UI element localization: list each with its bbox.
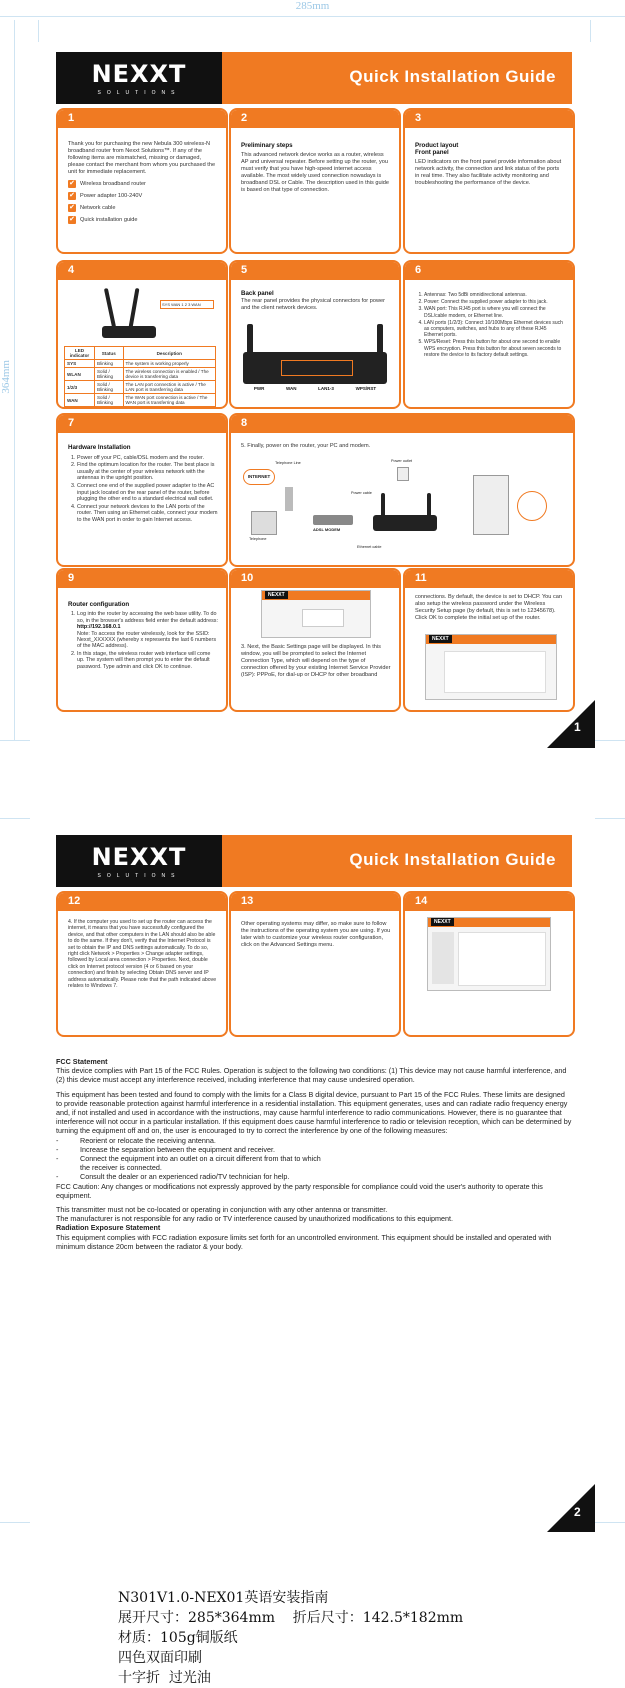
width-dimension-label: 285mm [295, 0, 330, 12]
panel-text: Other operating systems may differ, so make sure to follow the instructions of the operating system you are using. If you later wish to customize your wireless router configuration, click on the Advanced Settings menu. [241, 921, 391, 948]
table-row [65, 381, 216, 394]
table-cell: The wireless connection is enabled / The device is transferring data [123, 368, 215, 381]
internet-cloud-icon: INTERNET [243, 469, 275, 485]
table-cell: The system is working properly [123, 360, 215, 368]
panel-number: 1 [68, 112, 75, 124]
panel-4 [56, 260, 228, 409]
package-item [68, 180, 218, 188]
login-screenshot [261, 590, 371, 638]
list-item: 4. LAN ports (1/2/3): Connect 10/100Mbps Ethernet devices such as computers, switches, and hubs to any of these RJ45 Ethernet ports. [424, 320, 565, 339]
checkmark-icon: ✔ [69, 204, 75, 211]
crop-mark [0, 740, 30, 741]
settings-menu [432, 932, 454, 984]
settings-form [444, 651, 546, 693]
spec-line: 展开尺寸：285*364mm 折后尺寸：142.5*182mm [118, 1610, 464, 1626]
panel-number: 6 [415, 264, 422, 276]
port-label: WPS/RST [355, 386, 377, 391]
step-text: Log into the router by accessing the web base utility. To do so, in the browser's address field enter the default address: [77, 611, 218, 624]
panel-8 [229, 413, 575, 567]
list-item: 1. Power off your PC, cable/DSL modem and the router. [77, 455, 218, 462]
panel-11 [403, 568, 575, 712]
panel-text: The rear panel provides the physical connectors for power and the client network devices. [241, 298, 385, 311]
fcc-bullet: - Increase the separation between the equipment and receiver. [56, 1144, 275, 1154]
panel-number: 13 [241, 895, 254, 907]
spec-line: 十字折 过光油 [118, 1670, 211, 1686]
screenshot-logo: NEXXT [431, 918, 454, 926]
panel-number: 5 [241, 264, 248, 276]
nexxt-logo [56, 52, 222, 104]
panel-12 [56, 891, 228, 1037]
panel-number: 4 [68, 264, 75, 276]
panel-13 [229, 891, 401, 1037]
antenna-icon [104, 288, 116, 328]
table-cell: Blinking [94, 360, 123, 368]
table-cell: The LAN port connection is active / The LAN port is transferring data [123, 381, 215, 394]
panel-number: 11 [415, 572, 427, 584]
port-callout [281, 360, 353, 376]
diagram-label: Power cable [351, 491, 372, 495]
checkmark-icon: ✔ [69, 180, 75, 187]
port-label: LAN1-3 [318, 386, 334, 391]
panel-number: 2 [241, 112, 248, 124]
table-cell: Solid / Blinking [94, 368, 123, 381]
fcc-title: FCC Statement [56, 1057, 108, 1066]
panel-text: This advanced network device works as a router, wireless AP and universal repeater. Before setting up the router, you must verify that you have high-speed internet access available. The most widely used connection nowadays is broadband DSL or Cable. The description used in this guide is based on that type of connection. [241, 152, 390, 193]
crop-mark [590, 20, 591, 42]
panel-title: Product layout [415, 142, 459, 149]
panel-tab [231, 262, 399, 280]
fcc-bullet-text: Consult the dealer or an experienced radio/TV technician for help. [80, 1172, 290, 1182]
header-title: Quick Installation Guide [349, 850, 556, 869]
crop-mark [595, 1522, 625, 1523]
fcc-bullet-text: Reorient or relocate the receiving antenna. [80, 1135, 216, 1145]
table-cell: Solid / Blinking [94, 394, 123, 407]
panel-tab [405, 893, 573, 911]
panel-6 [403, 260, 575, 409]
fcc-bullet-text: Connect the equipment into an outlet on a circuit different from that to which the receiver is connected. [80, 1154, 321, 1173]
list-item: 2. Power: Connect the supplied power adapter to this jack. [424, 299, 565, 305]
panel-title: Hardware Installation [68, 444, 131, 451]
diagram-label: Telephone Line [275, 461, 301, 465]
panel-tab [405, 110, 573, 128]
fcc-paragraph: FCC Caution: Any changes or modifications not expressly approved by the party responsible for compliance could void the user's authority to operate this equipment. [56, 1181, 543, 1200]
package-item [68, 216, 218, 224]
panel-text: Thank you for purchasing the new Nebula 300 wireless-N broadband router from Nexxt Solutions™. If any of the following items are mismatched, missing or damaged, please contact the merchant from whom you purchased the unit for immediate replacement. [68, 141, 216, 175]
panel-tab [58, 262, 226, 280]
login-dialog [302, 609, 344, 627]
panel-text: connections. By default, the device is set to DHCP. You can also setup the wireless password under the Wireless Security Setup page (by default, this is set to 12345678). Click OK to complete the initial set up of the router. [415, 594, 562, 621]
panel-title: Router configuration [68, 601, 130, 608]
fcc-section [56, 1057, 572, 1251]
router-back-illustration [243, 324, 387, 394]
screenshot-logo: NEXXT [429, 635, 452, 643]
package-item-label: Wireless broadband router [80, 180, 146, 187]
router-front-illustration [102, 284, 201, 342]
panel-title: Preliminary steps [241, 142, 293, 149]
fcc-bullet: - Connect the equipment into an outlet on a circuit different from that to which the receiver is connected. [56, 1154, 572, 1172]
table-row [65, 368, 216, 381]
panel-7 [56, 413, 228, 567]
list-item [77, 611, 218, 649]
panel-2 [229, 108, 401, 254]
crop-mark [38, 20, 39, 42]
port-labels [243, 386, 387, 391]
led-callout: SYS WAN 1 2 3 WAN [160, 300, 214, 309]
spec-line: 材质：105g铜版纸 [118, 1630, 238, 1646]
screenshot-logo: NEXXT [265, 591, 288, 599]
panel-title: Back panel [241, 290, 274, 297]
table-header: Description [123, 347, 215, 360]
page-number: 1 [574, 720, 581, 734]
crop-mark [0, 1522, 30, 1523]
page2-header [56, 835, 572, 887]
panel-text: 4. If the computer you used to set up the router can access the internet, it means that you have successfully configured the device, and that other computers in the LAN should also be able to do the same. If they don't, verify that the Internet Protocol is set to obtain the IP and DNS settings automatically. To do so, right click Network > Properties > Change adapter settings, followed by Local area connection > Properties. Next, double click on Internet protocol version (4 or 6 based on your connection) and finish by selecting Obtain DNS server and IP address automatically. Please note that the path indicated above relates to Windows 7. [68, 919, 217, 990]
panel-tab [231, 570, 399, 588]
fcc-paragraph: This equipment has been tested and found to comply with the limits for a Class B digital device, pursuant to Part 15 of the FCC Rules. These limits are designed to provide reasonable protection against harmful interference in a residential installation. This equipment generates, uses and can radiate radio frequency energy and, if not installed and used in accordance with the instructions, may cause harmful interference to radio communications. However, there is no guarantee that interference will not occur in a particular installation. If this equipment does cause harmful interference to radio or television reception, which can be determined by turning the equipment off and on, the user is encouraged to try to correct the interference by one of the following measures: [56, 1089, 572, 1136]
list-item: 3. WAN port: This RJ45 port is where you will connect the DSL/cable modem, or Ethernet line. [424, 306, 565, 318]
panel-text: LED indicators on the front panel provide information about network activity, the connection and link status of the ports in real time. They also facilitate activity monitoring and troubleshooting the performance of the device. [415, 159, 562, 186]
diagram-label: ADSL MODEM [313, 527, 341, 532]
package-item-label: Quick installation guide [80, 216, 138, 223]
panel-14 [403, 891, 575, 1037]
panel-tab [405, 262, 573, 280]
list-item: 2. In this stage, the wireless router web interface will come up. The system will then prompt you to enter the default password. Type admin and click OK to continue. [77, 651, 218, 670]
table-cell: 1/2/3 [65, 381, 95, 394]
fcc-bullet: - Reorient or relocate the receiving antenna. [56, 1135, 216, 1145]
spec-line: 四色双面印刷 [118, 1650, 202, 1666]
package-item-label: Power adapter 100-240V [80, 192, 143, 199]
panel-number: 8 [241, 417, 248, 429]
table-header: Status [94, 347, 123, 360]
crop-mark [595, 818, 625, 819]
package-item [68, 192, 218, 200]
list-item: 5. WPS/Reset: Press this button for about one second to enable WPS encryption. Press this button for about seven seconds to restore the device to its factory default settings. [424, 339, 565, 358]
modem-icon [313, 515, 353, 525]
table-cell: WAN [65, 394, 95, 407]
spec-line: N301V1.0-NEX01英语安装指南 [118, 1590, 329, 1606]
diagram-label: Telephone [249, 537, 267, 541]
page-corner [547, 700, 595, 748]
panel-number: 10 [241, 572, 254, 584]
panel-number: 7 [68, 417, 75, 429]
panel-9 [56, 568, 228, 712]
page1-header [56, 52, 572, 104]
table-cell: SYS [65, 360, 95, 368]
panel-1 [56, 108, 228, 254]
checkmark-icon: ✔ [69, 216, 75, 223]
fcc-bullet: - Consult the dealer or an experienced radio/TV technician for help. [56, 1172, 290, 1182]
crop-mark [0, 818, 30, 819]
panel-number: 3 [415, 112, 422, 124]
crop-mark [595, 740, 625, 741]
diagram-label: Power outlet [391, 459, 413, 463]
panel-tab [58, 110, 226, 128]
router-icon [373, 515, 437, 531]
panel-tab [231, 415, 573, 433]
list-item: 1. Antennas: Two 5dBi omnidirectional antennas. [424, 292, 565, 298]
panel-number: 12 [68, 895, 81, 907]
advanced-settings-screenshot [427, 917, 551, 991]
height-dimension-line [14, 20, 15, 740]
connection-diagram [241, 457, 563, 559]
default-address: http://192.168.0.1 [77, 624, 121, 631]
panel-3 [403, 108, 575, 254]
fcc-paragraph: The manufacturer is not responsible for any radio or TV interference caused by unauthorized modifications to this equipment. [56, 1214, 453, 1224]
settings-content [458, 932, 546, 986]
panel-subtitle: Front panel [415, 149, 449, 156]
print-spec-notes [118, 1588, 463, 1688]
table-row [65, 394, 216, 407]
table-cell: The WAN port connection is active / The WAN port is transferring data [123, 394, 215, 407]
basic-settings-screenshot [425, 634, 557, 700]
width-dimension-line [0, 16, 625, 17]
router-icon [102, 326, 156, 338]
panel-10 [229, 568, 401, 712]
fcc-bullet-text: Increase the separation between the equipment and receiver. [80, 1144, 275, 1154]
note-text: Note: To access the router wirelessly, look for the SSID: Nexxt_XXXXXX (whereby x represents the last 6 numbers of the MAC address). [77, 630, 217, 650]
list-item: 3. Connect one end of the supplied power adapter to the AC input jack located on the rear panel of the router, before plugging the other end to a standard electrical wall outlet. [77, 483, 218, 503]
power-outlet-icon [397, 467, 409, 481]
antenna-icon [129, 288, 140, 328]
panel-text: 5. Finally, power on the router, your PC and modem. [241, 443, 371, 449]
panel-number: 14 [415, 895, 428, 907]
list-item: 4. Connect your network devices to the LAN ports of the router. Then using an Ethernet cable, connect your modem to the WAN port in order to gain Internet access. [77, 504, 218, 524]
header-title: Quick Installation Guide [349, 67, 556, 86]
list-item: 2. Find the optimum location for the router. The best place is usually at the center of your wireless network with the antennas in the upright position. [77, 462, 218, 482]
panel-tab [405, 570, 573, 588]
table-row [65, 360, 216, 368]
logo-wordmark: NEXXT [91, 60, 187, 88]
page-corner [547, 1484, 595, 1532]
telephone-icon [251, 511, 277, 535]
logo-tagline: SOLUTIONS [97, 873, 181, 879]
table-cell: Solid / Blinking [94, 381, 123, 394]
panel-tab [231, 893, 399, 911]
splitter-icon [285, 487, 293, 511]
port-label: PWR [253, 386, 265, 391]
led-table [64, 346, 216, 407]
panel-number: 9 [68, 572, 75, 584]
logo-wordmark: NEXXT [91, 843, 187, 871]
fcc-paragraph: This transmitter must not be co-located or operating in conjunction with any other antenna or transmitter. [56, 1205, 388, 1215]
package-item [68, 204, 218, 212]
port-label: WAN [286, 386, 297, 391]
panel-5 [229, 260, 401, 409]
diagram-label: Ethernet cable [357, 545, 382, 549]
fcc-paragraph: This equipment complies with FCC radiation exposure limits set forth for an uncontrolled environment. This equipment should be installed and operated with minimum distance 20cm between the radiator & your body. [56, 1232, 552, 1251]
package-item-label: Network cable [80, 204, 116, 211]
port-zoom-icon [517, 491, 547, 521]
nexxt-logo [56, 835, 222, 887]
computer-tower-icon [473, 475, 509, 535]
table-header: LED indicator [65, 347, 95, 360]
fcc-paragraph: This device complies with Part 15 of the FCC Rules. Operation is subject to the following two conditions: (1) This device may not cause harmful interference, and (2) this device must accept any interference received, including interference that may cause undesired operation. [56, 1066, 567, 1085]
panel-text: 3. Next, the Basic Settings page will be displayed. In this window, you will be prompted to select the Internet Connection Type, which will depend on the type of connection offered by your existing Internet Service Provider (ISP): PPPoE, for dial-up or DHCP for other broadband [241, 644, 391, 678]
panel-tab [58, 570, 226, 588]
panel-tab [58, 893, 226, 911]
height-dimension-label: 364mm [0, 360, 12, 394]
checkmark-icon: ✔ [69, 192, 75, 199]
table-cell: WLAN [65, 368, 95, 381]
panel-tab [231, 110, 399, 128]
radiation-title: Radiation Exposure Statement [56, 1223, 161, 1233]
page-number: 2 [574, 1505, 581, 1519]
logo-tagline: SOLUTIONS [97, 90, 181, 96]
panel-tab [58, 415, 226, 433]
